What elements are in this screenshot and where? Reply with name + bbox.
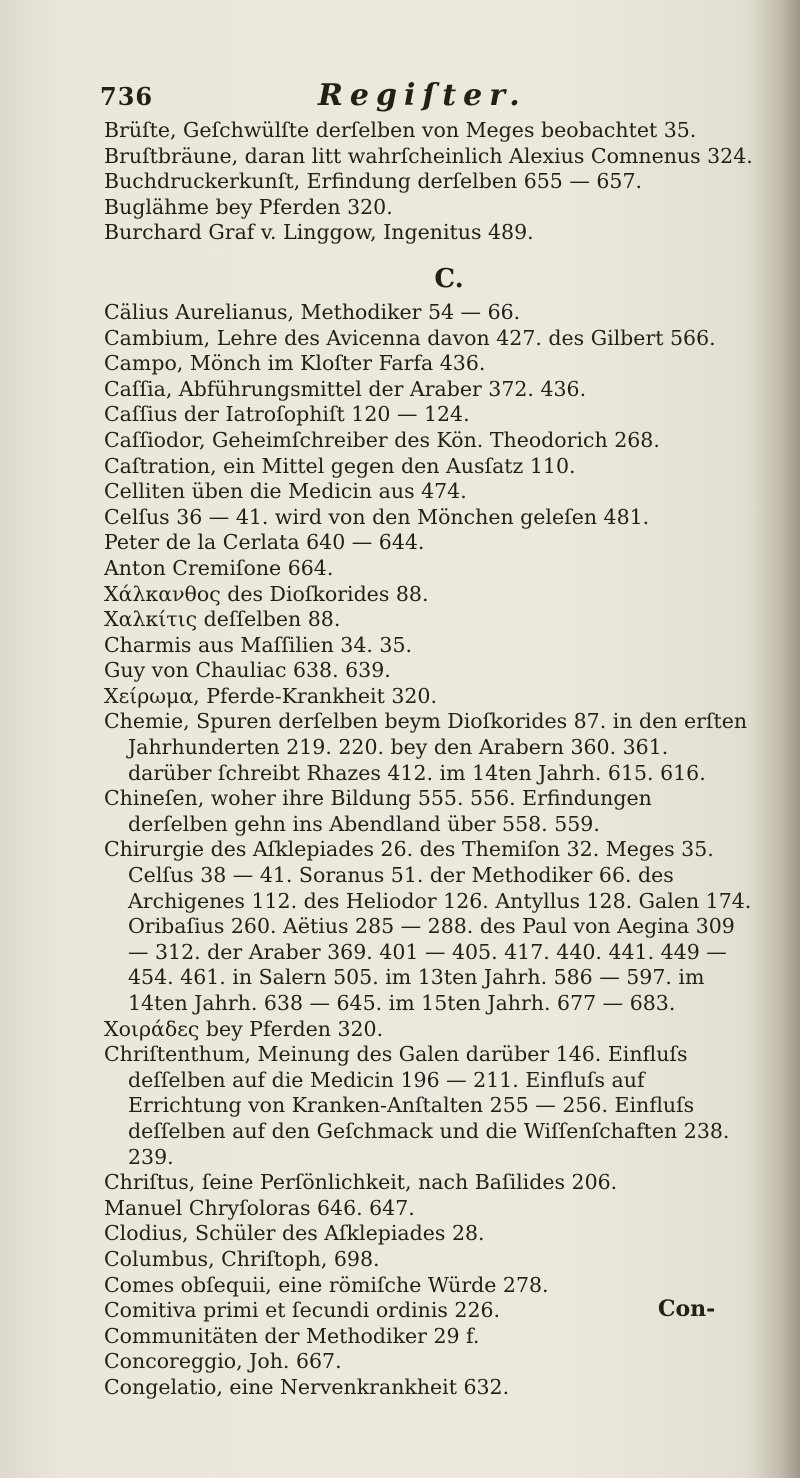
index-entry: Chirurgie des Aſklepiades 26. des Themiſon 32. Meges 35. Celſus 38 — 41. Soranus 51. der Methodiker 66. des Archigenes 112. des Heliodor 126. Antyllus 128. Galen 174. Oribaſius 260. Aëtius 285 — 288. des Paul von Aegina 309 — 312. der Araber 369. 401 — 405. 417. 440. 441. 449 — 454. 461. in Salern 505. im 13ten Jahrh. 586 — 597. im 14ten Jahrh. 638 — 645. im 15ten Jahrh. 677 — 683. [104, 837, 752, 1015]
index-entry: Χείρωμα, Pferde-Krankheit 320. [104, 683, 437, 708]
index-entry: Chineſen, woher ihre Bildung 555. 556. Erfindungen derſelben gehn ins Abendland über 558. 559. [104, 786, 652, 836]
index-entry: Comitiva primi et ſecundi ordinis 226. [104, 1298, 501, 1323]
section-letter-heading: C. [434, 263, 464, 294]
index-entry: Caſſius der Iatroſophiſt 120 — 124. [104, 402, 470, 427]
index-entry: Campo, Mönch im Kloſter Farfa 436. [104, 351, 486, 376]
index-entry: Buchdruckerkunſt, Erfindung derſelben 655 — 657. [104, 169, 643, 194]
index-entry: Concoreggio, Joh. 667. [104, 1349, 342, 1374]
index-entry: Cälius Aurelianus, Methodiker 54 — 66. [104, 299, 521, 324]
index-entry: Buglähme bey Pferden 320. [104, 194, 393, 219]
register-entries [104, 118, 754, 1401]
index-entry: Congelatio, eine Nervenkrankheit 632. [104, 1374, 510, 1399]
index-entry: Caſſiodor, Geheimſchreiber des Kön. Theodorich 268. [104, 427, 660, 452]
index-entry: Chriſtenthum, Meinung des Galen darüber 146. Einfluſs deſſelben auf die Medicin 196 — 211. Einfluſs auf Errichtung von Kranken-Anſtalten 255 — 256. Einfluſs deſſelben auf den Geſchmack und die Wiſſenſchaften 238. 239. [104, 1042, 730, 1169]
catchword: Con- [658, 1296, 716, 1322]
page-header [100, 78, 740, 122]
index-entry: Bruſtbräune, daran litt wahrſcheinlich Alexius Comnenus 324. [104, 143, 753, 168]
page-edge-shadow [754, 0, 800, 1478]
index-entry: Guy von Chauliac 638. 639. [104, 658, 391, 683]
index-entry: Manuel Chryſoloras 646. 647. [104, 1195, 415, 1220]
index-entry: Χάλκανθος des Dioſkorides 88. [104, 581, 429, 606]
index-entry: Brüſte, Geſchwülſte derſelben von Meges beobachtet 35. [104, 118, 697, 142]
index-entry: Communitäten der Methodiker 29 f. [104, 1323, 480, 1348]
index-entry: Χοιράδες bey Pferden 320. [104, 1016, 384, 1041]
index-entry: Cambium, Lehre des Avicenna davon 427. des Gilbert 566. [104, 325, 716, 350]
index-entry: Caſſia, Abführungsmittel der Araber 372. 436. [104, 376, 587, 401]
index-entry: Anton Cremiſone 664. [104, 555, 334, 580]
index-entry: Burchard Graf v. Linggow, Ingenitus 489. [104, 220, 534, 245]
index-entry: Chemie, Spuren derſelben beym Dioſkorides 87. in den erſten Jahrhunderten 219. 220. bey den Arabern 360. 361. darüber ſchreibt Rhazes 412. im 14ten Jahrh. 615. 616. [104, 709, 748, 785]
index-entry: Caſtration, ein Mittel gegen den Ausſatz 110. [104, 453, 576, 478]
index-entry: Clodius, Schüler des Aſklepiades 28. [104, 1221, 485, 1246]
index-entry: Χαλκίτις deſſelben 88. [104, 607, 341, 632]
index-entry: Peter de la Cerlata 640 — 644. [104, 530, 425, 555]
running-head: Regiſter. [318, 78, 527, 113]
index-entry: Comes obſequii, eine römiſche Würde 278. [104, 1272, 549, 1297]
index-entry: Celſus 36 — 41. wird von den Mönchen geleſen 481. [104, 504, 650, 529]
index-entry: Chriſtus, ſeine Perſönlichkeit, nach Baſilides 206. [104, 1170, 618, 1195]
index-entry: Celliten üben die Medicin aus 474. [104, 479, 467, 504]
index-entry: Charmis aus Maſſilien 34. 35. [104, 632, 413, 657]
index-entry: Columbus, Chriſtoph, 698. [104, 1246, 380, 1271]
page-number: 736 [100, 82, 154, 111]
